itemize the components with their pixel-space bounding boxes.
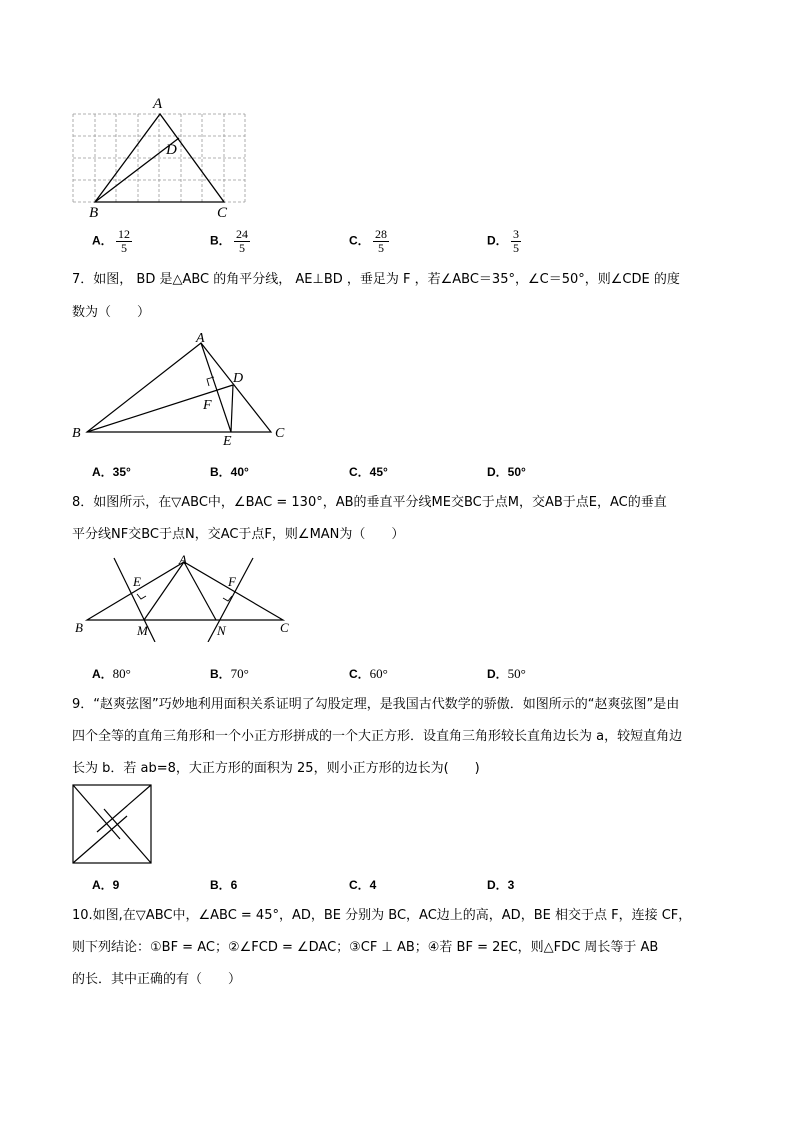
q6-label-a: A — [153, 96, 163, 112]
q9-option-b[interactable]: B．6 — [210, 878, 238, 892]
q7-label-a: A — [196, 331, 205, 346]
q9-text-line1: 9．“赵爽弦图”巧妙地利用面积关系证明了勾股定理，是我国古代数学的骄傲．如图所示的“赵爽弦图”是由 — [72, 697, 680, 712]
q8-text-line2: 平分线NF交BC于点N，交AC于点F，则∠MAN为（ ） — [72, 527, 405, 542]
q9-option-c[interactable]: C．4 — [349, 878, 377, 892]
q6-figure — [60, 92, 260, 224]
q7-option-d[interactable]: D．50° — [487, 465, 526, 479]
q7-label-d: D — [233, 371, 244, 386]
q7-figure — [66, 330, 296, 450]
q7-label-b: B — [72, 426, 81, 441]
q10-text-line1: 10.如图,在▽ABC中，∠ABC = 45°，AD，BE 分别为 BC，AC边上的高，AD，BE 相交于点 F，连接 CF， — [72, 908, 692, 923]
q6-c-den: 5 — [378, 241, 385, 255]
q8-label-b: B — [75, 620, 83, 635]
q6-b-num: 24 — [236, 227, 249, 241]
q7-option-a[interactable]: A．35° — [92, 465, 131, 479]
q7-text-line2: 数为（ ） — [72, 305, 151, 320]
q7-label-c: C — [275, 426, 285, 441]
q9-text-line3: 长为 b．若 ab=8，大正方形的面积为 25，则小正方形的边长为( ) — [72, 761, 480, 776]
q7-label-f: F — [203, 398, 212, 413]
q6-d-num: 3 — [513, 227, 520, 241]
q6-option-c[interactable]: C． $\frac{28}{5}$ — [349, 227, 388, 255]
q6-option-d[interactable]: D． $\frac{3}{5}$ — [487, 227, 520, 255]
q6-c-num: 28 — [375, 227, 388, 241]
q6-label-c: C — [217, 205, 228, 221]
q8-figure — [70, 552, 300, 642]
q8-option-b[interactable]: B．70° — [210, 666, 249, 681]
q9-text-line2: 四个全等的直角三角形和一个小正方形拼成的一个大正方形．设直角三角形较长直角边长为 a，较短直角边 — [72, 729, 683, 744]
q6-a-den: 5 — [121, 241, 128, 255]
q10-text-line3: 的长．其中正确的有（ ） — [72, 972, 242, 987]
q7-option-c[interactable]: C．45° — [349, 465, 388, 479]
q9-option-a[interactable]: A．9 — [92, 878, 120, 892]
q10-text-line2: 则下列结论：①BF = AC；②∠FCD = ∠DAC；③CF ⊥ AB；④若 BF = 2EC，则△FDC 周长等于 AB — [72, 940, 659, 955]
q6-label-b: B — [89, 205, 99, 221]
q7-text-line1: 7．如图， BD 是△ABC 的角平分线， AE⊥BD ，垂足为 F ，若∠ABC＝35°，∠C＝50°，则∠CDE 的度 — [72, 272, 680, 287]
q8-label-f: F — [228, 574, 236, 589]
q8-label-a: A — [179, 552, 187, 567]
q6-d-den: 5 — [513, 241, 520, 255]
q9-option-d[interactable]: D．3 — [487, 878, 515, 892]
q6-a-num: 12 — [118, 227, 131, 241]
q6-b-den: 5 — [239, 241, 246, 255]
q8-text-line1: 8．如图所示，在▽ABC中，∠BAC = 130°，AB的垂直平分线ME交BC于点M，交AB于点E，AC的垂直 — [72, 495, 667, 510]
q6-grid — [73, 114, 245, 202]
q6-option-b[interactable]: B． $\frac{24}{5}$ — [210, 227, 249, 255]
q8-label-e: E — [133, 574, 141, 589]
q8-option-d[interactable]: D．50° — [487, 666, 526, 681]
q6-option-a[interactable]: A． $\frac{12}{5}$ — [92, 227, 131, 255]
q7-option-b[interactable]: B．40° — [210, 465, 249, 479]
q8-label-n: N — [217, 623, 226, 638]
q9-zhao-shuang-figure — [70, 783, 154, 865]
q7-label-e: E — [223, 434, 232, 449]
q6-label-d: D — [166, 142, 177, 158]
q8-option-c[interactable]: C．60° — [349, 666, 388, 681]
q8-option-a[interactable]: A．80° — [92, 666, 131, 681]
q8-label-c: C — [280, 620, 289, 635]
q8-label-m: M — [137, 623, 148, 638]
